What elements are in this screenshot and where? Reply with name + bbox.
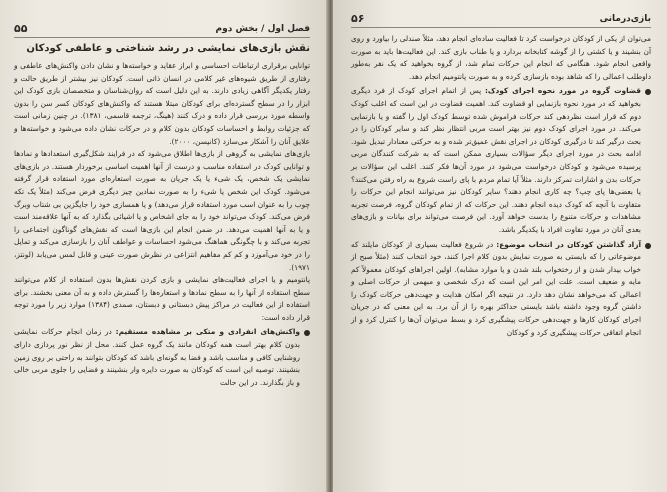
bullet-icon [645, 89, 651, 95]
bullet-item [351, 239, 651, 340]
bullet-item [14, 326, 310, 389]
bullet-body [351, 85, 641, 236]
section-title: نقش بازی‌های نمایشی در رشد شناختی و عاطفی کودکان [26, 43, 310, 54]
bullet-title: قضاوت گروه در مورد نحوه اجرای کودک: [484, 86, 641, 96]
bullet-text: در زمان انجام حرکات نمایشی بدون کلام بهتر است همه کودکان مانند یک گروه عمل کنند. محل از نظر نور پردازی دارای روشنایی کافی و مناسب باشد و فضا به گونه‌ای باشد که کودکان بتوانند به راحتی بر روی زمین بنشینند. توصیه این است که کودکان به صورت دایره وار بنشینند و فضایی را جلوی مربی خالی و باز بگذارند. در این حالت [14, 327, 300, 387]
paragraph: می‌توان از یکی از کودکان درخواست کرد تا فعالیت ساده‌ای انجام دهد، مثلاً صندلی را بیاورد و روی آن بنشیند و یا کشتی را از گوشه کتابخانه بردارد و یا طناب بازی کند. این فعالیت‌ها باید به صورت واقعی انجام شود. هنگامی که انجام این حرکات تمام شد، از گروه بخواهید که یک نفر به‌طور داوطلب اعمالی را که شاهد بوده بازسازی کرده و به صورت پانتومیم انجام دهد. [351, 34, 651, 81]
bullet-title: واکنش‌های انفرادی و متکی بر مشاهده مستقیم: [115, 327, 300, 337]
bullet-icon [304, 330, 310, 336]
right-page [333, 0, 667, 492]
bullet-body [14, 326, 300, 389]
left-page-header [14, 22, 310, 38]
bullet-icon [645, 243, 651, 249]
running-head: فصل اول / بخش دوم [215, 23, 310, 34]
left-page [0, 0, 328, 492]
page-number: ۵۶ [351, 12, 365, 25]
paragraph: بازی‌های نمایشی به گروهی از بازی‌ها اطلاق می‌شود که در فرایند شکل‌گیری استعدادها و نمادها و توانایی کودک در استفاده مناسب و درست از آنها اهمیت اساسی برخوردار هستند. در بازی‌های نمایشی یک شخص، یک شیء یا یک جریان به صورت استعاره‌ای مورد استفاده قرار گرفته می‌شود. کودک این شخص یا شیء را به صورت نمادین چیز دیگری فرض می‌کند (مثلاً یک تکه چوب را به عنوان اسب مورد استفاده قرار می‌دهد) و یا همسازی خود را جایگزین بی شتاب وبرگ فرض می‌کند. کودک می‌تواند خود را به جای اشخاص و یا اشیائی بگذارد که به آنها علاقه‌مند است و یا به آنها اهمیت می‌دهد. در ضمن انجام این بازی‌ها است که نقش‌های گوناگون اجتماعی را تجربه می‌کند و با چگونگی هماهنگ می‌شود احساسات و عواطف آنان را بازسازی می‌کند و تمایل را در خود می‌آموزد و کم کم مفاهیم انتزاعی در نظرش صورت عینی و قابل لمس می‌یابد (لونتز، ۱۹۷۱). [14, 149, 310, 272]
bullet-body [351, 239, 641, 340]
bullet-text: پس از اتمام اجرای کودک از فرد دیگری بخواهید که در مورد نحوه بازنمایی او قضاوت کند. اهمیت قضاوت در این است که اغلب کودک دوم که قرار است نظردهی کند حرکات فراموش شده توسط کودک اول را گفته و یا بازنمایی می‌کند. در مورد اجرای کودک دوم نیز بهتر است مربی انتظار نظر کند و سایر کودکان را در بحث درگیر کند تا درگیری کودکان در اجرای نقش عمیق‌تر شده و به حرکتی معنادار تبدیل شود. ادامه بحث در مورد اجرای دیگر سؤالات بسیاری ممکن است که به شرکت کنندگان مربی پرسیده می‌شود و کودکان درخواست می‌شود در مورد آن‌ها فکر کنند. اغلب این سؤالات بر حرکات بدن و اشارات تمرکز دارند. مثلاً آیا تمام مردم با پای راست شروع به راه رفتن می‌کنند؟ یا بعضی‌ها پای چپ؟ چه کاری انجام دهند؟ سایر کودکان نیز می‌توانند انجام این حرکات را متفاوت با آنچه که کودک دیده انجام دهند. این حرکات که از تمام کودکان گروه، فرصت تجربه مشاهدات و حرکات متنوع را بدست خواهد آورد. این فرصت می‌تواند برای بیانات و بازی‌های بعدی آنان در مورد تفاوت افراد با یکدیگر باشد. [351, 86, 641, 234]
page-number: ۵۵ [14, 22, 28, 35]
running-head: بازی‌درمانی [599, 13, 651, 24]
paragraph: توانایی برقراری ارتباطات احساسی و ابراز عقاید و خواسته‌ها و نشان دادن واکنش‌های عاطفی و رفتاری از طریق شیوه‌های غیر کلامی در انسان ذاتی است. کودکان نیز بیشتر از طریق حالت و رفتار یکدیگر آگاهی زیادی دارند. به این دلیل است که روان‌شناسان و متخصصان بازی کودک این ابزار را در سطح گسترده‌ای برای کودکان مبتلا هستند که واکنش‌های کودکان کسر سن را بدون واسطه مورد بررسی قرار داده و درک کنند (هینگ، ترجمه قاسمی، ۱۳۸۱). در چنین زمانی است که جزئیات روابط و احساسات کودکان بدون کلام و در حرکات نشان داده می‌شود و خواسته‌ها و علایق آنان را آشکار می‌سازد (کانیسن، ۲۰۰۰). [14, 61, 310, 146]
right-page-header [351, 12, 651, 28]
bullet-item [351, 85, 651, 236]
bullet-title: آزاد گذاشتن کودکان در انتخاب موضوع: [496, 239, 641, 249]
bullet-text: در شروع فعالیت بسیاری از کودکان مایلند که موضوعاتی را که بایستی به صورت نمایش بدون کلام اجرا کنند، خود انتخاب کنند (مثلاً صبح از خواب بیدار شدن و از رختخواب بلند شدن و یا موارد مشابه). اولین اجراهای کودکان معمولاً کم مایه و ضعیف است. علت این امر این است که درک شخصی و مبهمی از حرکات اصلی و اعمالی که می‌خواهد نشان دهد دارد. در نتیجه اگر امکان هدایت و جهت‌دهی حرکات کودک را داشتن گروه وجود داشته باشد بایستی حداکثر بهره را از آن برد. به این معنی که در جریان اجرای کودکان کارها و جهت‌دهی حرکات پیشگیری کرد و بسط می‌توان آن‌ها را کنترل کرد و از انجام اتفاقی حرکات پیشگیری کرد و کودکان [351, 239, 641, 337]
paragraph: پانتومیم و یا اجرای فعالیت‌های نمایشی و بازی کردن نقش‌ها بدون استفاده از کلام می‌توانند سطح استفاده از آنها را به سطح نمادها و استعاره‌ها را گسترش داده و به آن معنی بخشند. برای استفاده از این فعالیت در مراکز پیش دبستانی و دبستان، صمدی (۱۳۸۴) موارد زیر را مورد توجه قرار داده است: [14, 275, 310, 322]
